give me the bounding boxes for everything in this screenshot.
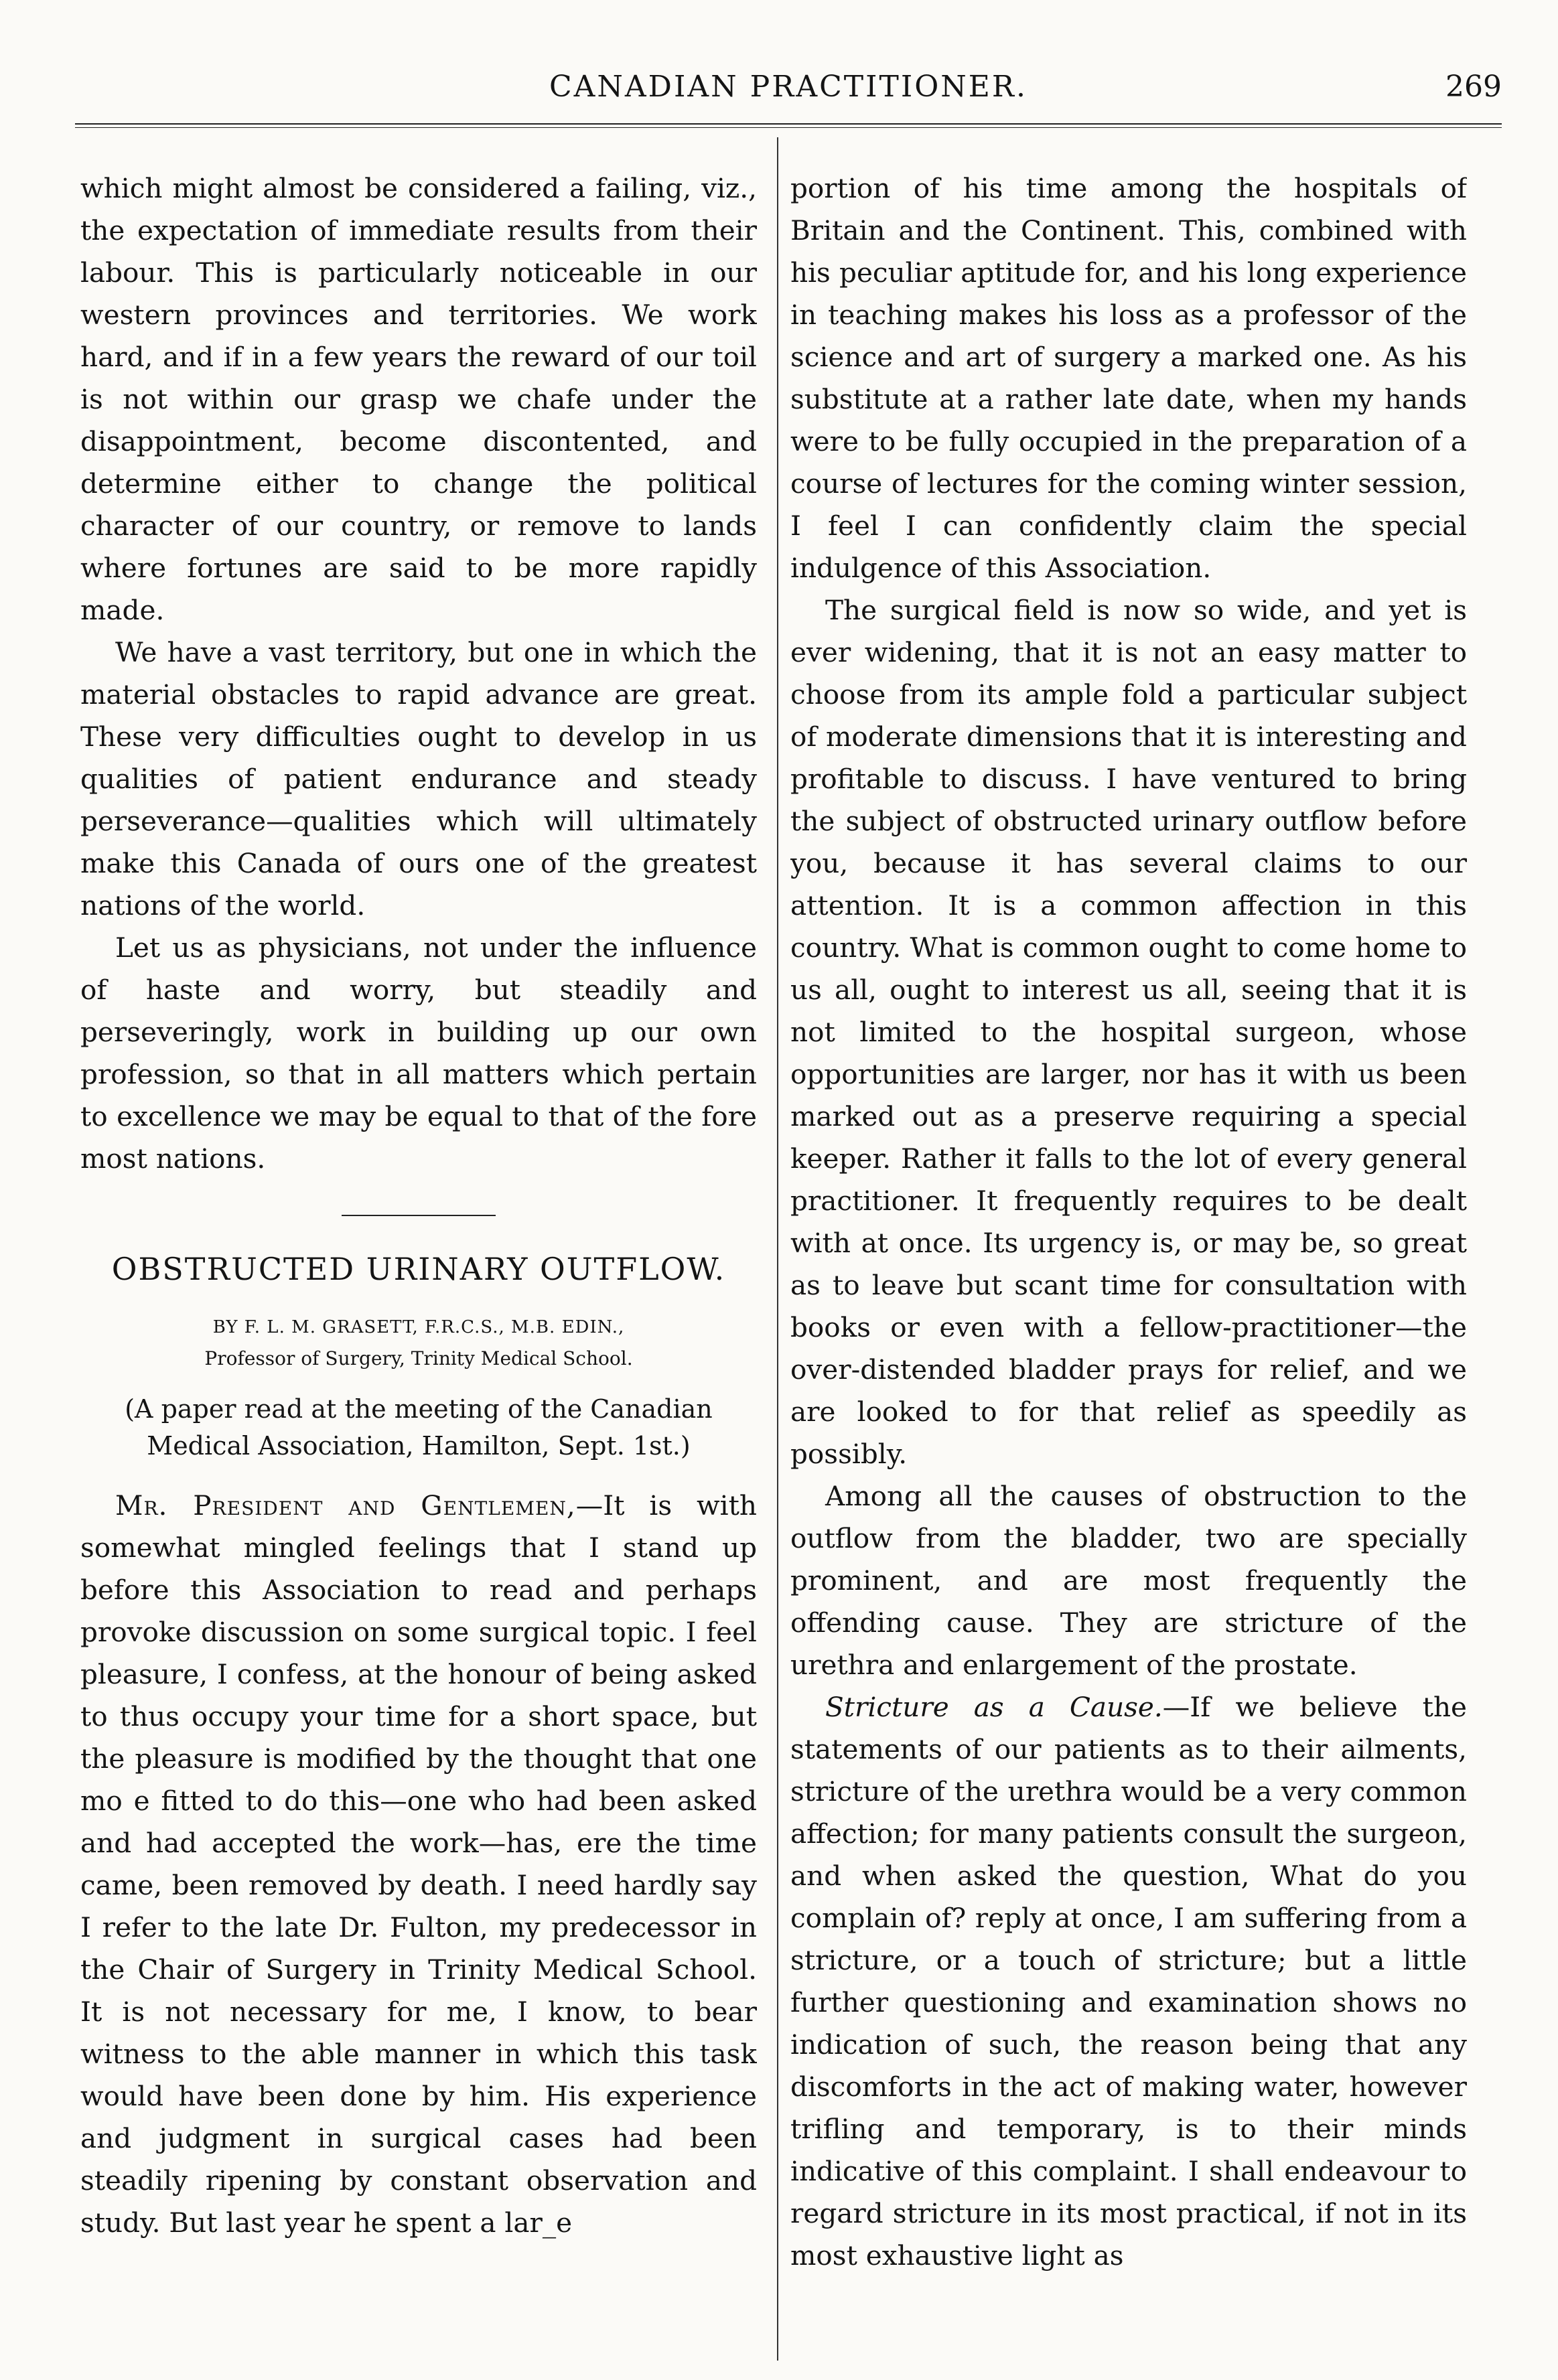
paragraph (790, 1686, 1467, 2277)
paragraph-text: —It is with somewhat mingled feelings that I stand up before this Association to read and perhaps provoke discussion on some surgical topic. I feel pleasure, I confess, at the honour of being asked to thus occupy your time for a short space, but the pleasure is modified by the thought that one mo e fitted to do this—one who had been asked and had accepted the work—has, ere the time came, been removed by death. I need hardly say I refer to the late Dr. Fulton, my predecessor in the Chair of Surgery in Trinity Medical School. It is not necessary for me, I know, to bear witness to the able manner in which this task would have been done by him. His experience and judgment in surgical cases had been steadily ripening by constant observation and study. But last year he spent a lar_e (80, 1489, 757, 2239)
paragraph: which might almost be considered a failing, viz., the expectation of immediate results from their labour. This is particularly noticeable in our western provinces and territories. We work hard, and if in a few years the reward of our toil is not within our grasp we chafe under the disappointment, become discontented, and determine either to change the political character of our country, or remove to lands where fortunes are said to be more rapidly made. (80, 172, 757, 626)
header-rule (75, 123, 1502, 128)
article-note: (A paper read at the meeting of the Canadian Medical Association, Hamilton, Sept. 1st.) (125, 1394, 713, 1461)
running-head (75, 67, 1502, 114)
article-title: OBSTRUCTED URINARY OUTFLOW. (111, 1251, 726, 1287)
article-byline: BY F. L. M. GRASETT, F.R.C.S., M.B. EDIN., (212, 1317, 625, 1337)
page-number: 269 (1445, 70, 1502, 104)
paragraph: Among all the causes of obstruction to the outflow from the bladder, two are specially prominent, and are most frequently the offending cause. They are stricture of the urethra and enlargement of the prostate. (790, 1480, 1467, 1681)
salutation: Mr. President and Gentlemen, (115, 1489, 576, 1521)
paragraph (80, 1485, 757, 2244)
paragraph: We have a vast territory, but one in which the material obstacles to rapid advance are great. These very difficulties ought to develop in us qualities of patient endurance and steady perseverance—qualities which will ultimately make this Canada of ours one of the greatest nations of the world. (80, 636, 757, 921)
paragraph-text: —If we believe the statements of our patients as to their ailments, stricture of the urethra would be a very common affection; for many patients consult the surgeon, and when asked the question, What do you complain of? reply at once, I am suffering from a stricture, or a touch of stricture; but a little further questioning and examination shows no indication of such, the reason being that any discomforts in the act of making water, however trifling and temporary, is to their minds indicative of this complaint. I shall endeavour to regard stricture in its most practical, if not in its most exhaustive light as (790, 1691, 1467, 2272)
paragraph: The surgical field is now so wide, and yet is ever widening, that it is not an easy matter to choose from its ample fold a particular subject of moderate dimensions that it is interesting and profitable to discuss. I have ventured to bring the subject of obstructed urinary outflow before you, because it has several claims to our attention. It is a common affection in this country. What is common ought to come home to us all, ought to interest us all, seeing that it is not limited to the hospital surgeon, whose opportunities are larger, nor has it with us been marked out as a preserve requiring a special keeper. Rather it falls to the lot of every general practitioner. It frequently requires to be dealt with at once. Its urgency is, or may be, so great as to leave but scant time for consultation with books or even with a fellow-practitioner—the over-distended bladder prays for relief, and we are looked to for that relief as speedily as possibly. (790, 594, 1467, 1470)
running-title: CANADIAN PRACTITIONER. (549, 70, 1028, 104)
column-divider (777, 137, 778, 2361)
subsection-heading: Stricture as a Cause. (825, 1691, 1163, 1723)
section-separator (342, 1215, 496, 1216)
paragraph: Let us as physicians, not under the influence of haste and worry, but steadily and perseveringly, work in building up our own profession, so that in all matters which pertain to excellence we may be equal to that of the fore most nations. (80, 932, 757, 1175)
author-affiliation: Professor of Surgery, Trinity Medical School. (204, 1347, 633, 1369)
paragraph: portion of his time among the hospitals of Britain and the Continent. This, combined with his peculiar aptitude for, and his long experience in teaching makes his loss as a professor of the science and art of surgery a marked one. As his substitute at a rather late date, when my hands were to be fully occupied in the preparation of a course of lectures for the coming winter session, I feel I can confidently claim the special indulgence of this Association. (790, 172, 1467, 584)
left-column (80, 167, 757, 2344)
right-column (790, 167, 1467, 2344)
